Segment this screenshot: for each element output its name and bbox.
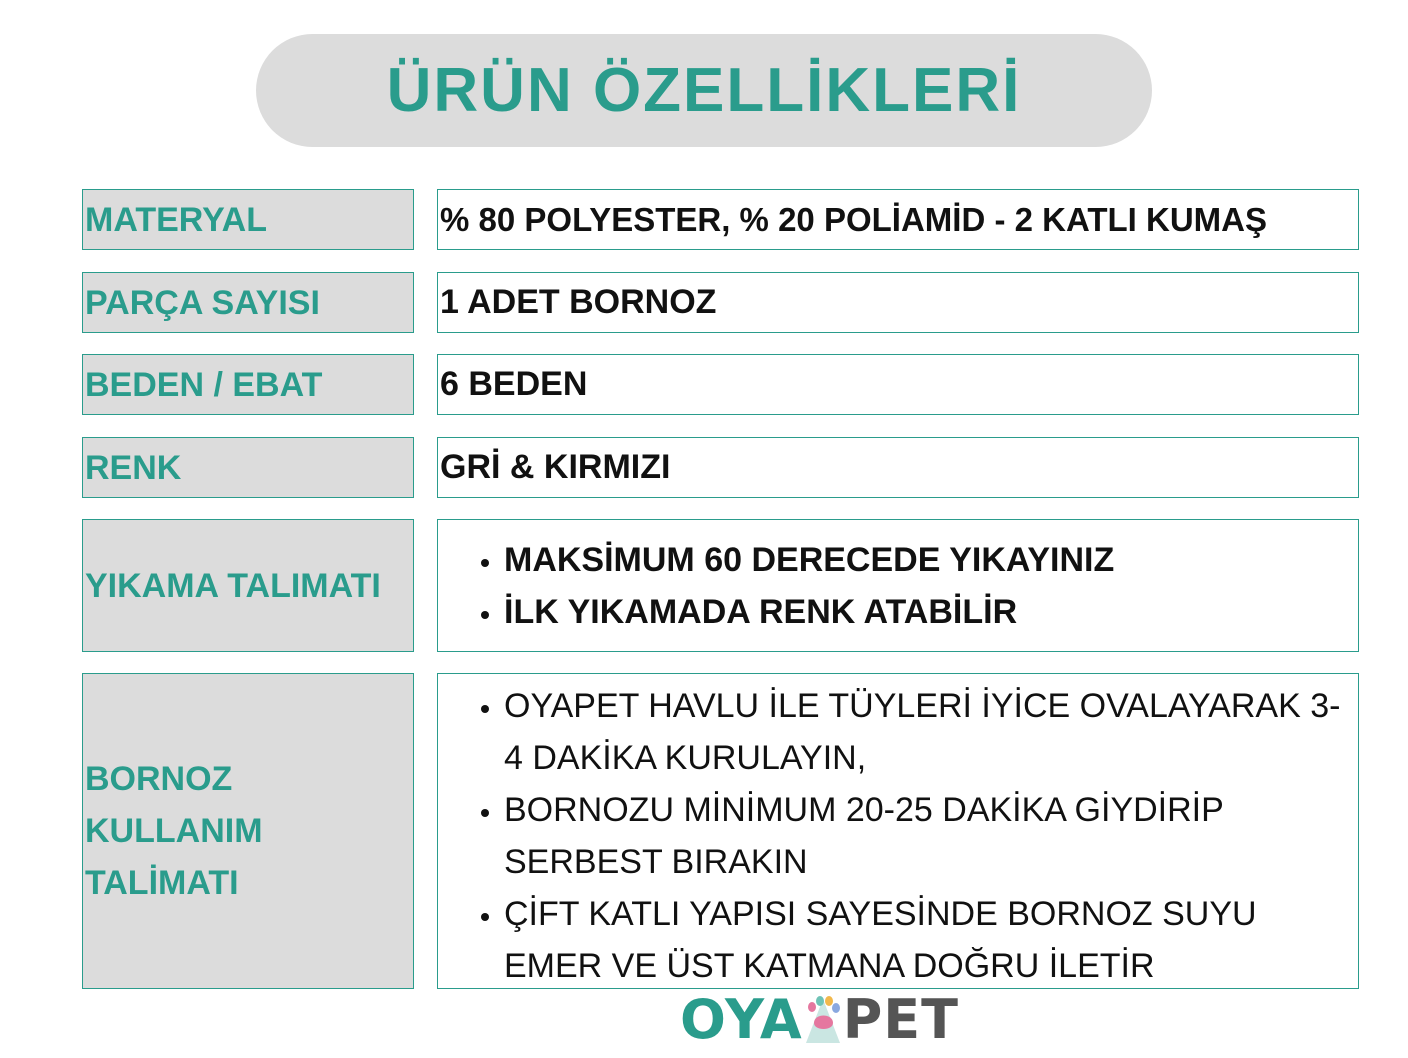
value-beden-ebat [437,354,1359,415]
title-banner [256,34,1152,147]
value-text: % 80 POLYESTER, % 20 POLİAMİD - 2 KATLI KUMAŞ [440,200,1267,238]
label-beden-ebat [82,354,414,415]
label-text: PARÇA SAYISI [85,283,320,322]
list-item: • MAKSİMUM 60 DERECEDE YIKAYINIZ [504,534,1114,586]
value-text: 6 BEDEN [440,365,588,403]
label-bornoz-kullanim-talimati [82,673,414,989]
value-text: 1 ADET BORNOZ [440,283,717,321]
label-text: YIKAMA TALIMATI [85,566,381,605]
logo-text-pet: PET [842,987,960,1051]
value-bornoz-kullanim-talimati [437,673,1359,989]
list-item: • OYAPET HAVLU İLE TÜYLERİ İYİCE OVALAYARAK 3-4 DAKİKA KURULAYIN, [504,680,1354,784]
page-title: ÜRÜN ÖZELLİKLERİ [386,56,1022,125]
label-yikama-talimati [82,519,414,652]
label-materyal [82,189,414,250]
label-line: BORNOZ [85,760,233,798]
value-yikama-talimati [437,519,1359,652]
value-text: GRİ & KIRMIZI [440,448,671,486]
list-item: • ÇİFT KATLI YAPISI SAYESİNDE BORNOZ SUYU EMER VE ÜST KATMANA DOĞRU İLETİR [504,888,1354,992]
label-text [85,753,263,909]
usage-instructions-list [440,674,1358,992]
washing-instructions-list [440,534,1114,638]
label-line: TALİMATI [85,864,239,902]
value-renk [437,437,1359,498]
label-text: BEDEN / EBAT [85,365,323,404]
value-parca-sayisi [437,272,1359,333]
label-parca-sayisi [82,272,414,333]
label-line: KULLANIM [85,812,263,850]
label-renk [82,437,414,498]
oyapet-logo [680,988,959,1050]
label-text: RENK [85,448,182,487]
label-text: MATERYAL [85,200,267,239]
list-item: • İLK YIKAMADA RENK ATABİLİR [504,586,1114,638]
value-materyal [437,189,1359,250]
logo-text-oya: OYA [680,987,803,1051]
list-item: • BORNOZU MİNİMUM 20-25 DAKİKA GİYDİRİP SERBEST BIRAKIN [504,784,1354,888]
paw-icon [804,993,842,1045]
